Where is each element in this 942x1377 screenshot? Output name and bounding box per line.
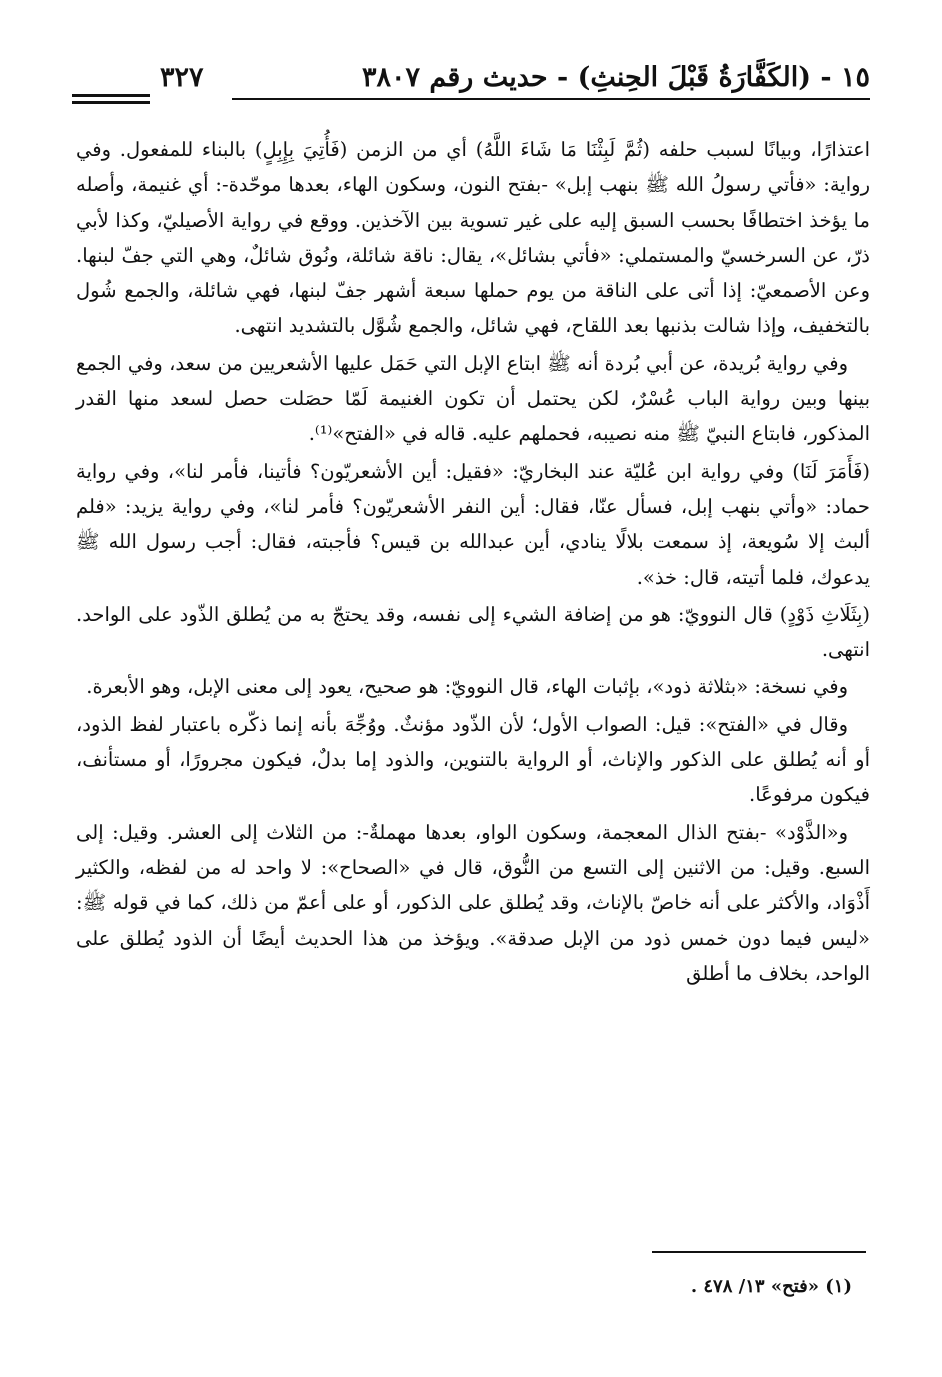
- paragraph-7: و«الذَّوْد» -بفتح الذال المعجمة، وسكون الواو، بعدها مهملةٌ-: من الثلاث إلى العشر. وقيل: إلى السبع. وقيل: من الاثنين إلى التسع من النُّوق، قال في «الصحاح»: لا واحد له من لفظه، والكثير أَذْوَاد، والأكثر على أنه خاصّ بالإناث، وقد يُطلق على الذكور، أو على أعمّ من ذلك، كما في قوله ﷺ: «ليس فيما دون خمس ذود من الإبل صدقة». ويؤخذ من هذا الحديث أيضًا أن الذود يُطلق على الواحد، بخلاف ما أطلق: [76, 820, 870, 985]
- header-rule-bottom: [72, 101, 150, 104]
- footnote-separator: [652, 1251, 866, 1253]
- page-number: ٣٢٧: [160, 62, 204, 93]
- header-underline: [232, 98, 870, 100]
- paragraph-4: (بِثَلَاثِ ذَوْدٍ) قال النوويّ: هو من إضافة الشيء إلى نفسه، وقد يحتجّ به من يُطلق الذّود على الواحد. انتهى.: [76, 602, 870, 662]
- paragraph-6: وقال في «الفتح»: قيل: الصواب الأول؛ لأن الذّود مؤنثٌ. ووُجِّهَ بأنه إنما ذكّره باعتبار لفظ الذود، أو أنه يُطلق على الذكور والإناث، أو الرواية بالتنوين، والذود إما بدلٌ، فيكون مجرورًا، أو مستأنف، فيكون مرفوعًا.: [76, 712, 870, 807]
- main-text: [76, 132, 870, 993]
- paragraph-2: وفي رواية بُريدة، عن أبي بُردة أنه ﷺ ابتاع الإبل التي حَمَل عليها الأشعريين من سعد، وفي الجمع بينها وبين رواية الباب عُسْرٌ، لكن يحتمل أن تكون الغنيمة لَمّا حصَلت حصل لسعد منها القدر المذكور، فابتاع النبيّ ﷺ منه نصيبه، فحملهم عليه. قاله في «الفتح»⁽¹⁾.: [76, 351, 870, 446]
- paragraph-3: (فَأَمَرَ لَنَا) وفي رواية ابن عُليّة عند البخاريّ: «فقيل: أين الأشعريّون؟ فأتينا، فأمر لنا»، وفي رواية حماد: «وأتي بنهب إبل، فسأل عنّا، فقال: أين النفر الأشعريّون؟ فأمر لنا»، وفي رواية يزيد: «فلم ألبث إلا سُويعة، إذ سمعت بلالًا ينادي، أين عبدالله بن قيس؟ فأجبته، فقال: أجب رسول الله ﷺ يدعوك، فلما أتيته، قال: خذ».: [76, 459, 870, 589]
- paragraph-1: اعتذارًا، وبيانًا لسبب حلفه (ثُمَّ لَبِثْنَا مَا شَاءَ اللَّهُ) أي من الزمن (فَأُتِيَ بِإِبِلٍ) بالبناء للمفعول. وفي رواية: «فأتي رسولُ الله ﷺ بنهب إبل» -بفتح النون، وسكون الهاء، بعدها موحّدة-: أي غنيمة، وأصله ما يؤخذ اختطافًا بحسب السبق إليه على غير تسوية بين الآخذين. ووقع في رواية الأصيليّ، وكذا لأبي ذرّ، عن السرخسيّ والمستملي: «فأتي بشائل»، يقال: ناقة شائلة، ونُوق شائلٌ، وهي التي جفّ لبنها. وعن الأصمعيّ: إذا أتى على الناقة من يوم حملها سبعة أشهر جفّ لبنها، فهي شائلة، والجمع شُول بالتخفيف، وإذا شالت بذنبها بعد اللقاح، فهي شائل، والجمع شُوَّل بالتشديد انتهى.: [76, 138, 870, 338]
- footnote: (١) «فتح» ١٣/ ٤٧٨ .: [690, 1276, 852, 1297]
- paragraph-5: وفي نسخة: «بثلاثة ذود»، بإثبات الهاء، قال النوويّ: هو صحيح، يعود إلى معنى الإبل، وهو الأبعرة.: [86, 675, 848, 699]
- page-header: [72, 64, 870, 104]
- header-rule-top: [72, 94, 150, 97]
- running-title: ١٥ - (الكَفَّارَةُ قَبْلَ الحِنثِ) - حديث رقم ٣٨٠٧: [361, 62, 870, 93]
